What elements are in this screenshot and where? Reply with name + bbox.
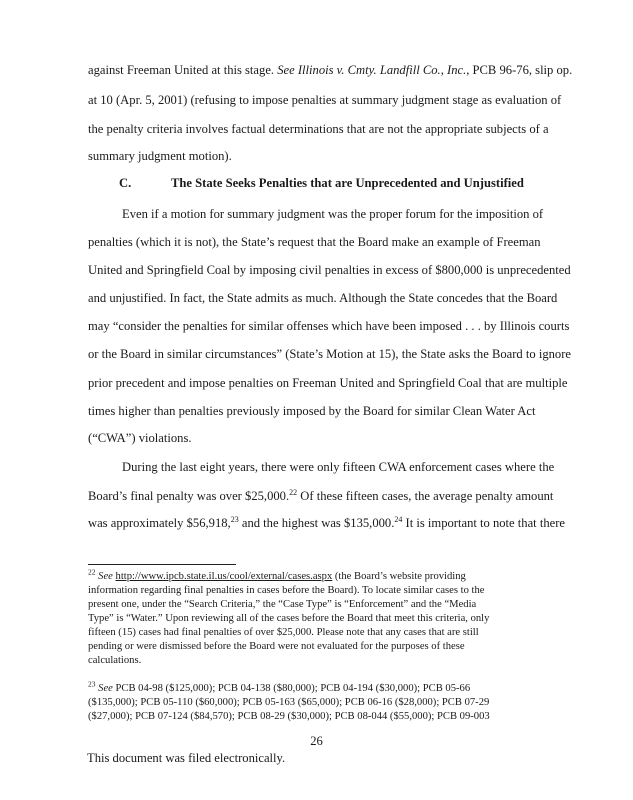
para1-line-2: penalties (which it is not), the State’s request that the Board make an example of Freeman <box>88 235 541 249</box>
footnote-23-line-1 <box>88 679 471 695</box>
signal-see: See <box>98 571 113 582</box>
body-line-4: summary judgment motion). <box>88 149 232 163</box>
text-segment: and the highest was $135,000. <box>238 516 395 530</box>
text-segment: against Freeman United at this stage. <box>88 63 278 77</box>
footnote-number-22: 22 <box>88 567 96 577</box>
text-segment: was approximately $56,918, <box>88 516 231 530</box>
footnote-22-line-3: present one, under the “Search Criteria,” the “Case Type” is “Enforcement” and the “Media <box>88 599 477 610</box>
footnote-22-line-5: fifteen (15) cases had final penalties of over $25,000. Please note that any cases that are still <box>88 627 479 638</box>
footnote-23-line-3: ($27,000); PCB 07-124 ($84,570); PCB 08-29 ($30,000); PCB 08-044 ($55,000); PCB 09-003 <box>88 711 490 722</box>
para2-line-2 <box>88 488 553 504</box>
text-segment: PCB 04-98 ($125,000); PCB 04-138 ($80,000); PCB 04-194 ($30,000); PCB 05-66 <box>112 683 471 694</box>
para1-line-1: Even if a motion for summary judgment was the proper forum for the imposition of <box>122 207 544 221</box>
para1-line-5: may “consider the penalties for similar offenses which have been imposed . . . by Illinois courts <box>88 319 570 333</box>
section-title: The State Seeks Penalties that are Unprecedented and Unjustified <box>171 176 524 190</box>
text-segment: It is important to note that there <box>402 516 565 530</box>
footnote-22-line-2: information regarding final penalties in cases before the Board). To locate similar cases to the <box>88 585 485 596</box>
footnote-ref-24: 24 <box>394 514 403 524</box>
text-segment: Of these fifteen cases, the average penalty amount <box>297 489 554 503</box>
case-citation: See Illinois v. Cmty. Landfill Co., Inc. <box>277 63 467 77</box>
text-segment: (the Board’s website providing <box>332 571 466 582</box>
footnote-22-line-4: Type” is “Water.” Upon reviewing all of the cases before the Board that meet this criteria, only <box>88 613 490 624</box>
text-segment: Board’s final penalty was over $25,000. <box>88 489 290 503</box>
section-heading <box>119 176 524 191</box>
footnote-22-line-1 <box>88 567 466 583</box>
body-line-2: at 10 (Apr. 5, 2001) (refusing to impose penalties at summary judgment stage as evaluation of <box>88 93 562 107</box>
body-line-1 <box>88 62 572 78</box>
para2-line-3 <box>88 515 565 531</box>
text-segment: , PCB 96-76, slip op. <box>466 63 573 77</box>
page-number: 26 <box>310 734 323 748</box>
footnote-23-line-2: ($135,000); PCB 05-110 ($60,000); PCB 05-163 ($65,000); PCB 06-16 ($28,000); PCB 07-29 <box>88 697 490 708</box>
para1-line-4: and unjustified. In fact, the State admits as much. Although the State concedes that the Board <box>88 291 558 305</box>
para1-line-8: times higher than penalties previously imposed by the Board for similar Clean Water Act <box>88 404 536 418</box>
signal-see: See <box>98 683 113 694</box>
para2-line-1: During the last eight years, there were only fifteen CWA enforcement cases where the <box>122 460 555 474</box>
section-letter: C. <box>119 176 132 190</box>
para1-line-7: prior precedent and impose penalties on Freeman United and Springfield Coal that are multiple <box>88 376 568 390</box>
body-line-3: the penalty criteria involves factual determinations that are not the appropriate subjects of a <box>88 122 549 136</box>
footnote-ref-23: 23 <box>230 514 239 524</box>
para1-line-3: United and Springfield Coal by imposing civil penalties in excess of $800,000 is unprecedented <box>88 263 571 277</box>
footnote-number-23: 23 <box>88 679 96 689</box>
footnote-ref-22: 22 <box>289 487 298 497</box>
para1-line-9: (“CWA”) violations. <box>88 431 192 445</box>
board-website-link[interactable]: http://www.ipcb.state.il.us/cool/external/cases.aspx <box>115 571 333 582</box>
footnote-divider <box>88 564 236 565</box>
footnote-22-line-6: pending or were dismissed before the Board were not evaluated for the purposes of these <box>88 641 465 652</box>
filing-footer: This document was filed electronically. <box>87 751 286 765</box>
para1-line-6: or the Board in similar circumstances” (State’s Motion at 15), the State asks the Board to ignore <box>88 347 571 361</box>
footnote-22-line-7: calculations. <box>88 655 142 666</box>
